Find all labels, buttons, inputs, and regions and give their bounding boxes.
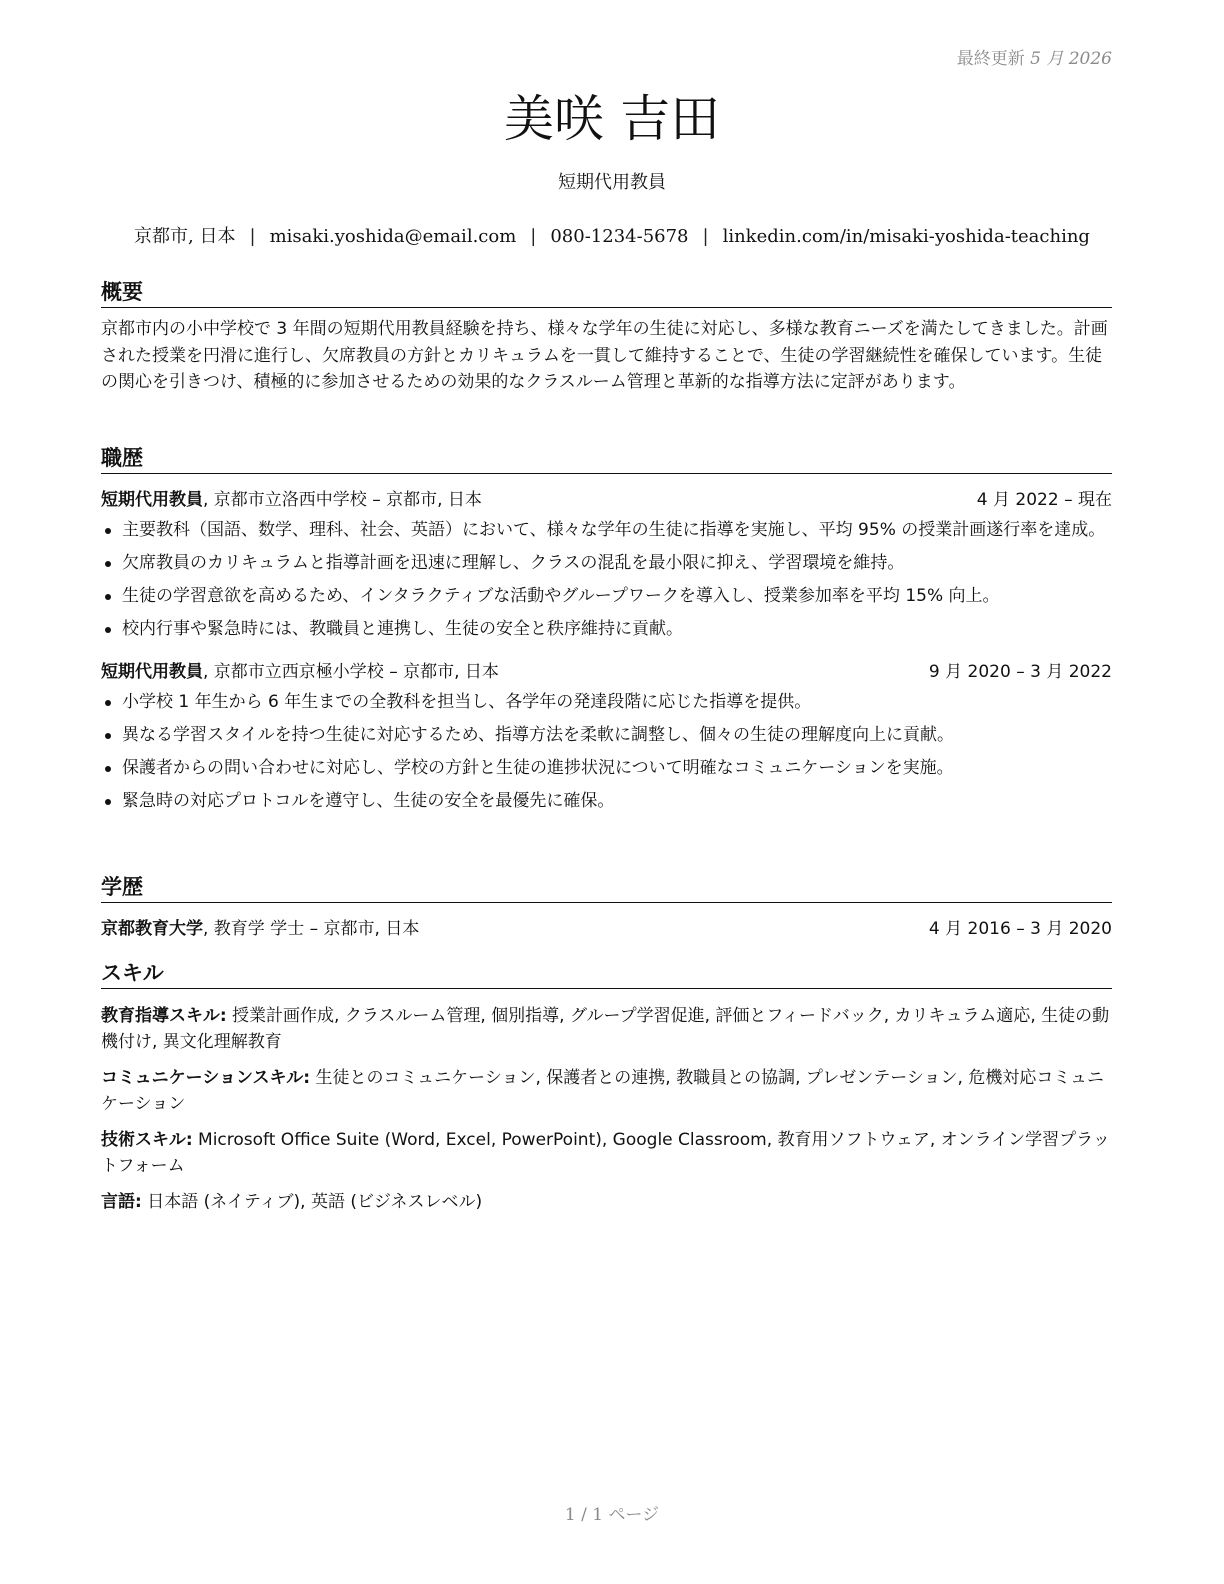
candidate-role: 短期代用教員 bbox=[558, 172, 666, 193]
skill-item bbox=[101, 1003, 1112, 1055]
candidate-name: 美咲 吉田 bbox=[504, 90, 720, 148]
contact-separator: | bbox=[249, 226, 256, 247]
skill-value: 授業計画作成, クラスルーム管理, 個別指導, グループ学習促進, 評価とフィードバック, カリキュラム適応, 生徒の動機付け, 異文化理解教育 bbox=[101, 1006, 1110, 1052]
skill-value: Microsoft Office Suite (Word, Excel, PowerPoint), Google Classroom, 教育用ソフトウェア, オンライン学習プラットフォーム bbox=[101, 1130, 1110, 1176]
job-bullet: 校内行事や緊急時には、教職員と連携し、生徒の安全と秩序維持に貢献。 bbox=[101, 616, 1112, 642]
job-bullet: 欠席教員のカリキュラムと指導計画を迅速に理解し、クラスの混乱を最小限に抑え、学習環境を維持。 bbox=[101, 550, 1112, 576]
contact-separator: | bbox=[702, 226, 709, 247]
job-position: 短期代用教員 bbox=[101, 662, 203, 682]
section-title-skills: スキル bbox=[101, 959, 1112, 989]
job-bullet: 緊急時の対応プロトコルを遵守し、生徒の安全を最優先に確保。 bbox=[101, 788, 1112, 814]
job-title-line bbox=[101, 487, 482, 513]
job-bullets bbox=[101, 689, 1112, 814]
job-bullet: 異なる学習スタイルを持つ生徒に対応するため、指導方法を柔軟に調整し、個々の生徒の理解度向上に貢献。 bbox=[101, 722, 1112, 748]
education-dates: 4 月 2016 – 3 月 2020 bbox=[928, 919, 1112, 939]
skill-value: 日本語 (ネイティブ), 英語 (ビジネスレベル) bbox=[141, 1192, 483, 1212]
job-title-line bbox=[101, 659, 499, 685]
contact-separator: | bbox=[530, 226, 537, 247]
job-entry bbox=[101, 487, 1112, 642]
summary-section bbox=[101, 278, 1112, 396]
skill-label: 言語: bbox=[101, 1192, 142, 1212]
skill-label: 技術スキル: bbox=[101, 1130, 193, 1150]
contact-phone: 080-1234-5678 bbox=[550, 226, 689, 247]
summary-text: 京都市内の小中学校で 3 年間の短期代用教員経験を持ち、様々な学年の生徒に対応し、多様な教育ニーズを満たしてきました。計画された授業を円滑に進行し、欠席教員の方針とカリキュラムを一貫して維持することで、生徒の学習継続性を確保しています。生徒の関心を引きつけ、積極的に参加させるための効果的なクラスルーム管理と革新的な指導方法に定評があります。 bbox=[101, 319, 1108, 392]
contact-email-link[interactable]: misaki.yoshida@email.com bbox=[269, 226, 517, 247]
job-header bbox=[101, 659, 1112, 685]
last-updated-label: 最終更新 bbox=[956, 49, 1025, 69]
section-title-summary: 概要 bbox=[101, 278, 1112, 308]
section-title-education: 学歴 bbox=[101, 873, 1112, 903]
education-school: 京都教育大学 bbox=[101, 919, 203, 939]
job-bullets bbox=[101, 517, 1112, 642]
job-bullet: 主要教科（国語、数学、理科、社会、英語）において、様々な学年の生徒に指導を実施し、平均 95% の授業計画遂行率を達成。 bbox=[101, 517, 1112, 543]
job-bullet: 小学校 1 年生から 6 年生までの全教科を担当し、各学年の発達段階に応じた指導を提供。 bbox=[101, 689, 1112, 715]
page-number: 1 / 1 ページ bbox=[564, 1505, 660, 1525]
job-dates: 4 月 2022 – 現在 bbox=[976, 490, 1112, 510]
last-updated bbox=[957, 44, 1112, 69]
job-position: 短期代用教員 bbox=[101, 490, 203, 510]
skill-item bbox=[101, 1127, 1112, 1179]
job-bullet: 保護者からの問い合わせに対応し、学校の方針と生徒の進捗状況について明確なコミュニケーションを実施。 bbox=[101, 755, 1112, 781]
experience-section bbox=[101, 444, 1112, 821]
education-section bbox=[101, 873, 1112, 942]
education-title-line bbox=[101, 916, 419, 942]
contact-line bbox=[0, 224, 1224, 250]
job-organization: , 京都市立洛西中学校 – 京都市, 日本 bbox=[203, 490, 482, 510]
education-entry bbox=[101, 916, 1112, 942]
skill-item bbox=[101, 1189, 1112, 1215]
skills-section bbox=[101, 959, 1112, 1225]
job-header bbox=[101, 487, 1112, 513]
section-title-experience: 職歴 bbox=[101, 444, 1112, 474]
job-organization: , 京都市立西京極小学校 – 京都市, 日本 bbox=[203, 662, 499, 682]
job-dates: 9 月 2020 – 3 月 2022 bbox=[928, 662, 1112, 682]
education-detail: , 教育学 学士 – 京都市, 日本 bbox=[203, 919, 420, 939]
skill-label: コミュニケーションスキル: bbox=[101, 1068, 311, 1088]
last-updated-date: 5 月 2026 bbox=[1030, 49, 1112, 69]
contact-linkedin-link[interactable]: linkedin.com/in/misaki-yoshida-teaching bbox=[722, 226, 1090, 247]
skill-item bbox=[101, 1065, 1112, 1117]
contact-location: 京都市, 日本 bbox=[134, 226, 236, 247]
skills-list bbox=[101, 1003, 1112, 1215]
skill-label: 教育指導スキル: bbox=[101, 1006, 227, 1026]
job-entry bbox=[101, 659, 1112, 814]
skill-value: 生徒とのコミュニケーション, 保護者との連携, 教職員との協調, プレゼンテーション, 危機対応コミュニケーション bbox=[101, 1068, 1105, 1114]
job-bullet: 生徒の学習意欲を高めるため、インタラクティブな活動やグループワークを導入し、授業参加率を平均 15% 向上。 bbox=[101, 583, 1112, 609]
